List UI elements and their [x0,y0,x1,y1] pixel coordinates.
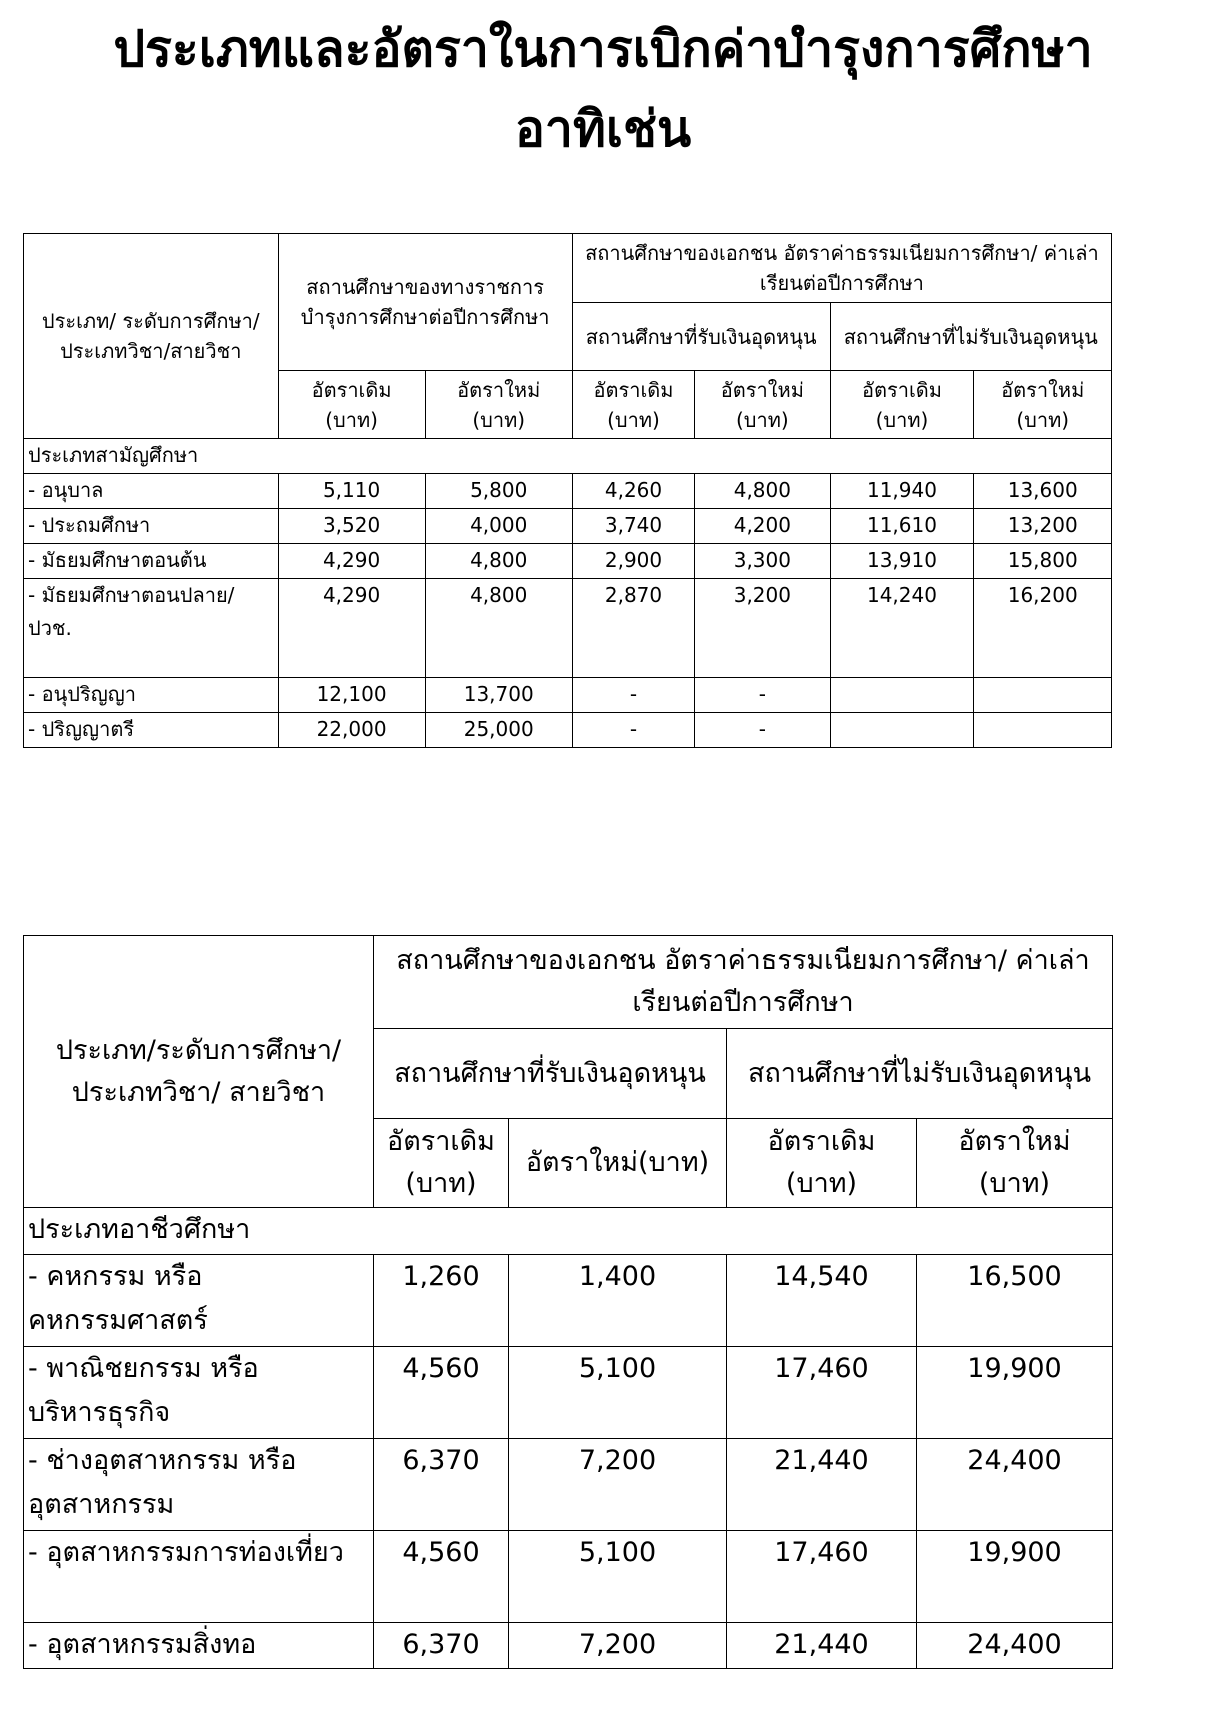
cell-value: 4,800 [695,474,830,509]
column-header-type: ประเภท/ระดับการศึกษา/ ประเภทวิชา/ สายวิชา [24,936,374,1208]
cell-value: 25,000 [425,713,572,748]
cell-value [974,713,1112,748]
document-title: ประเภทและอัตราในการเบิกค่าบำรุงการศึกษา [113,20,1093,78]
cell-value: 1,260 [374,1255,509,1347]
column-header-rate-new: อัตราใหม่ (บาท) [974,371,1112,439]
cell-value: 4,000 [425,509,572,544]
cell-value: 4,800 [425,579,572,678]
cell-value: - [695,713,830,748]
cell-value: 6,370 [374,1439,509,1531]
row-label: - พาณิชยกรรม หรือบริหารธุรกิจ [24,1347,374,1439]
column-header-private-school: สถานศึกษาของเอกชน อัตราค่าธรรมเนียมการศึกษา/ ค่าเล่าเรียนต่อปีการศึกษา [572,234,1111,303]
cell-value: 16,500 [917,1255,1113,1347]
cell-value: 11,940 [830,474,974,509]
row-label: - คหกรรม หรือคหกรรมศาสตร์ [24,1255,374,1347]
general-education-rate-table [23,233,1112,748]
cell-value: 4,290 [278,579,425,678]
row-label: - อุตสาหกรรมการท่องเที่ยว [24,1531,374,1623]
cell-value: 4,260 [572,474,694,509]
table-row [24,509,1112,544]
cell-value: 15,800 [974,544,1112,579]
cell-value: 6,370 [374,1623,509,1669]
row-label: - มัธยมศึกษาตอนต้น [24,544,279,579]
row-label: - ปริญญาตรี [24,713,279,748]
table-row [24,544,1112,579]
column-header-subsidized: สถานศึกษาที่รับเงินอุดหนุน [374,1029,727,1119]
cell-value: 19,900 [917,1347,1113,1439]
cell-value: 14,540 [727,1255,917,1347]
cell-value: 13,910 [830,544,974,579]
cell-value [830,678,974,713]
row-label: - มัธยมศึกษาตอนปลาย/ ปวช. [24,579,279,678]
cell-value: 24,400 [917,1623,1113,1669]
table-row [24,713,1112,748]
column-header-rate-new: อัตราใหม่(บาท) [509,1119,727,1208]
table-row [24,474,1112,509]
cell-value: 3,520 [278,509,425,544]
column-header-subsidized: สถานศึกษาที่รับเงินอุดหนุน [572,303,830,371]
cell-value: 17,460 [727,1531,917,1623]
table-row [24,1347,1113,1439]
cell-value [830,713,974,748]
cell-value: 19,900 [917,1531,1113,1623]
column-header-rate-old: อัตราเดิม (บาท) [278,371,425,439]
column-header-rate-old: อัตราเดิม (บาท) [572,371,694,439]
cell-value: - [695,678,830,713]
cell-value: 4,200 [695,509,830,544]
cell-value: 13,700 [425,678,572,713]
row-label: - ประถมศึกษา [24,509,279,544]
cell-value: 14,240 [830,579,974,678]
column-header-non-subsidized: สถานศึกษาที่ไม่รับเงินอุดหนุน [830,303,1111,371]
cell-value: 4,560 [374,1531,509,1623]
cell-value: 22,000 [278,713,425,748]
cell-value: 17,460 [727,1347,917,1439]
cell-value: 4,290 [278,544,425,579]
cell-value: 3,200 [695,579,830,678]
column-header-type: ประเภท/ ระดับการศึกษา/ ประเภทวิชา/สายวิชา [24,234,279,439]
section-heading: ประเภทอาชีวศึกษา [24,1208,1113,1255]
cell-value: 21,440 [727,1623,917,1669]
cell-value: 7,200 [509,1439,727,1531]
cell-value: 5,100 [509,1347,727,1439]
row-label: - ช่างอุตสาหกรรม หรืออุตสาหกรรม [24,1439,374,1531]
column-header-rate-old: อัตราเดิม (บาท) [830,371,974,439]
cell-value: 24,400 [917,1439,1113,1531]
cell-value: 2,900 [572,544,694,579]
cell-value: 13,600 [974,474,1112,509]
cell-value: - [572,713,694,748]
table-row [24,1623,1113,1669]
column-header-rate-old: อัตราเดิม (บาท) [374,1119,509,1208]
row-label: - อุตสาหกรรมสิ่งทอ [24,1623,374,1669]
cell-value: 4,560 [374,1347,509,1439]
cell-value: 3,740 [572,509,694,544]
cell-value: 4,800 [425,544,572,579]
cell-value: - [572,678,694,713]
cell-value: 7,200 [509,1623,727,1669]
cell-value: 1,400 [509,1255,727,1347]
cell-value: 13,200 [974,509,1112,544]
column-header-rate-new: อัตราใหม่ (บาท) [695,371,830,439]
cell-value: 16,200 [974,579,1112,678]
row-label: - อนุบาล [24,474,279,509]
table-row [24,1255,1113,1347]
cell-value: 3,300 [695,544,830,579]
cell-value: 21,440 [727,1439,917,1531]
column-header-rate-new: อัตราใหม่ (บาท) [917,1119,1113,1208]
cell-value: 2,870 [572,579,694,678]
row-label: - อนุปริญญา [24,678,279,713]
document-subtitle: อาทิเช่น [514,100,692,158]
column-header-rate-old: อัตราเดิม (บาท) [727,1119,917,1208]
cell-value: 5,100 [509,1531,727,1623]
section-heading: ประเภทสามัญศึกษา [24,439,1112,474]
table-row [24,678,1112,713]
column-header-public-school: สถานศึกษาของทางราชการ บำรุงการศึกษาต่อปีการศึกษา [278,234,572,371]
table-row [24,579,1112,678]
table-row [24,1531,1113,1623]
cell-value: 5,110 [278,474,425,509]
cell-value [974,678,1112,713]
vocational-education-rate-table [23,935,1113,1669]
column-header-private-school: สถานศึกษาของเอกชน อัตราค่าธรรมเนียมการศึกษา/ ค่าเล่าเรียนต่อปีการศึกษา [374,936,1113,1029]
cell-value: 11,610 [830,509,974,544]
cell-value: 5,800 [425,474,572,509]
table-row [24,1439,1113,1531]
column-header-non-subsidized: สถานศึกษาที่ไม่รับเงินอุดหนุน [727,1029,1113,1119]
column-header-rate-new: อัตราใหม่ (บาท) [425,371,572,439]
cell-value: 12,100 [278,678,425,713]
